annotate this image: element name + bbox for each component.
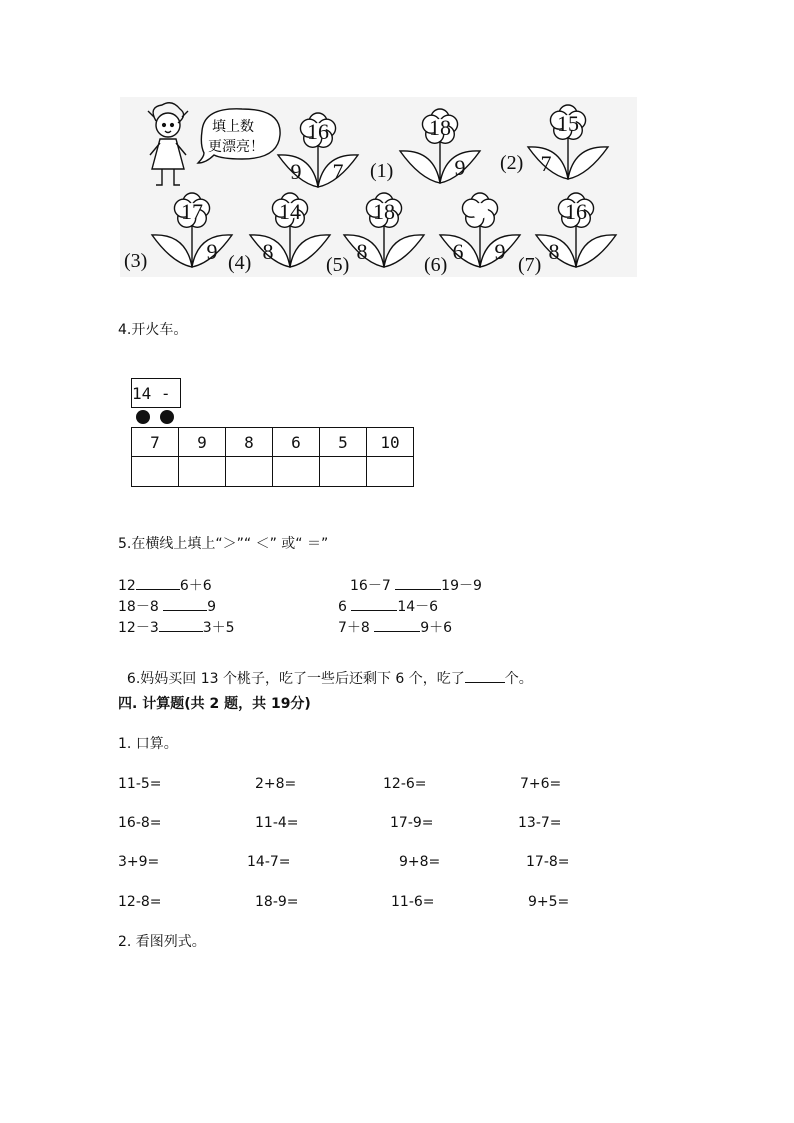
calc-problem: 12-6= (383, 776, 427, 792)
flower-top-number: 16 (307, 119, 329, 144)
train-answer-cell[interactable] (178, 456, 226, 487)
train-wheel-left (136, 410, 150, 424)
flower-left-leaf-number: 8 (548, 239, 560, 264)
calc-problem: 11-6= (391, 894, 435, 910)
train-car-number: 6 (272, 427, 320, 457)
flower-top-number: 14 (279, 199, 301, 224)
flower-left-leaf-number: 7 (540, 151, 552, 176)
train-car-number: 8 (225, 427, 273, 457)
compare-left-expr: 6 (338, 599, 352, 615)
compare-blank[interactable] (159, 619, 203, 632)
flower-right-leaf-number: 9 (454, 155, 466, 180)
flower-illustration (120, 97, 637, 277)
flower-label: (3) (124, 250, 148, 272)
compare-right-expr: 6＋6 (179, 578, 212, 594)
flower-label: (2) (500, 152, 524, 174)
compare-item-left (118, 598, 216, 614)
flower-right-leaf-number: 9 (494, 239, 506, 264)
train-answer-cell[interactable] (366, 456, 414, 487)
calc-problem: 9+5= (528, 894, 570, 910)
calc-problem: 13-7= (518, 815, 562, 831)
train-car-number: 10 (366, 427, 414, 457)
compare-item-left (118, 577, 212, 593)
compare-left-expr: 12 (118, 578, 136, 594)
compare-left-expr: 7＋8 (338, 620, 375, 636)
compare-right-expr: 9 (207, 599, 217, 615)
flower-top-number: 18 (373, 199, 395, 224)
calc-problem: 17-9= (390, 815, 434, 831)
speech-line-1: 填上数 (212, 119, 254, 135)
flower-label: (1) (370, 160, 394, 182)
flower-top-number: 16 (565, 199, 587, 224)
calc-problem: 9+8= (399, 854, 441, 870)
compare-left-expr: 16－7 (350, 578, 396, 594)
train-answer-cell[interactable] (319, 456, 367, 487)
section-4-title: 四. 计算题(共 2 题，共 19分) (118, 696, 311, 712)
flower-label: (5) (326, 254, 350, 276)
train-answer-cell[interactable] (272, 456, 320, 487)
flower-right-leaf-number: 9 (206, 239, 218, 264)
calc-problem: 16-8= (118, 815, 162, 831)
flower-left-leaf-number: 8 (356, 239, 368, 264)
flower-label: (4) (228, 252, 252, 274)
flower-left-leaf-number: 6 (452, 239, 464, 264)
calc-problem: 17-8= (526, 854, 570, 870)
compare-blank[interactable] (374, 619, 420, 632)
flower-top-number: 18 (429, 115, 451, 140)
flower-top-number: 17 (181, 199, 203, 224)
q6-text-after: 个。 (504, 671, 533, 687)
compare-item-right (350, 577, 482, 593)
compare-right-expr: 3＋5 (202, 620, 235, 636)
train-car-number: 7 (131, 427, 179, 457)
q4-title: 4.开火车。 (118, 322, 188, 338)
compare-left-expr: 18－8 (118, 599, 164, 615)
train-engine-text: 14 - (132, 384, 171, 403)
train-car-number: 5 (319, 427, 367, 457)
train-car-number: 9 (178, 427, 226, 457)
compare-item-right (338, 598, 438, 614)
calc-problem: 3+9= (118, 854, 160, 870)
flower-top-number: 15 (557, 111, 579, 136)
train-engine (131, 378, 181, 408)
flower-left-leaf-number: 9 (290, 159, 302, 184)
compare-item-left (118, 619, 235, 635)
q5-title: 5.在横线上填上“＞”“ ＜” 或“ ＝” (118, 536, 329, 552)
calc-problem: 11-4= (255, 815, 299, 831)
compare-left-expr: 12－3 (118, 620, 159, 636)
calc-problem: 14-7= (247, 854, 291, 870)
compare-right-expr: 19－9 (441, 578, 482, 594)
calc-problem: 2+8= (255, 776, 297, 792)
compare-blank[interactable] (163, 598, 207, 611)
calc-problem: 12-8= (118, 894, 162, 910)
q6-question (118, 656, 533, 686)
calc-problem: 7+6= (520, 776, 562, 792)
calc-title: 1. 口算。 (118, 736, 178, 752)
calc-problem: 11-5= (118, 776, 162, 792)
q2-title: 2. 看图列式。 (118, 934, 206, 950)
train-answer-cell[interactable] (225, 456, 273, 487)
q6-text-before: 6.妈妈买回 13 个桃子，吃了一些后还剩下 6 个，吃了 (126, 671, 465, 687)
train-wheel-right (160, 410, 174, 424)
compare-right-expr: 14－6 (397, 599, 439, 615)
q6-answer-blank[interactable] (465, 670, 505, 683)
compare-right-expr: 9＋6 (420, 620, 453, 636)
train-answer-cell[interactable] (131, 456, 179, 487)
flower-left-leaf-number: 8 (262, 239, 274, 264)
compare-blank[interactable] (136, 577, 180, 590)
speech-line-2: 更漂亮！ (208, 139, 264, 155)
flower-label: (6) (424, 254, 448, 276)
flower-label: (7) (518, 254, 542, 276)
compare-blank[interactable] (395, 577, 441, 590)
calc-problem: 18-9= (255, 894, 299, 910)
compare-blank[interactable] (351, 598, 397, 611)
flower-right-leaf-number: 7 (332, 159, 344, 184)
compare-item-right (338, 619, 452, 635)
